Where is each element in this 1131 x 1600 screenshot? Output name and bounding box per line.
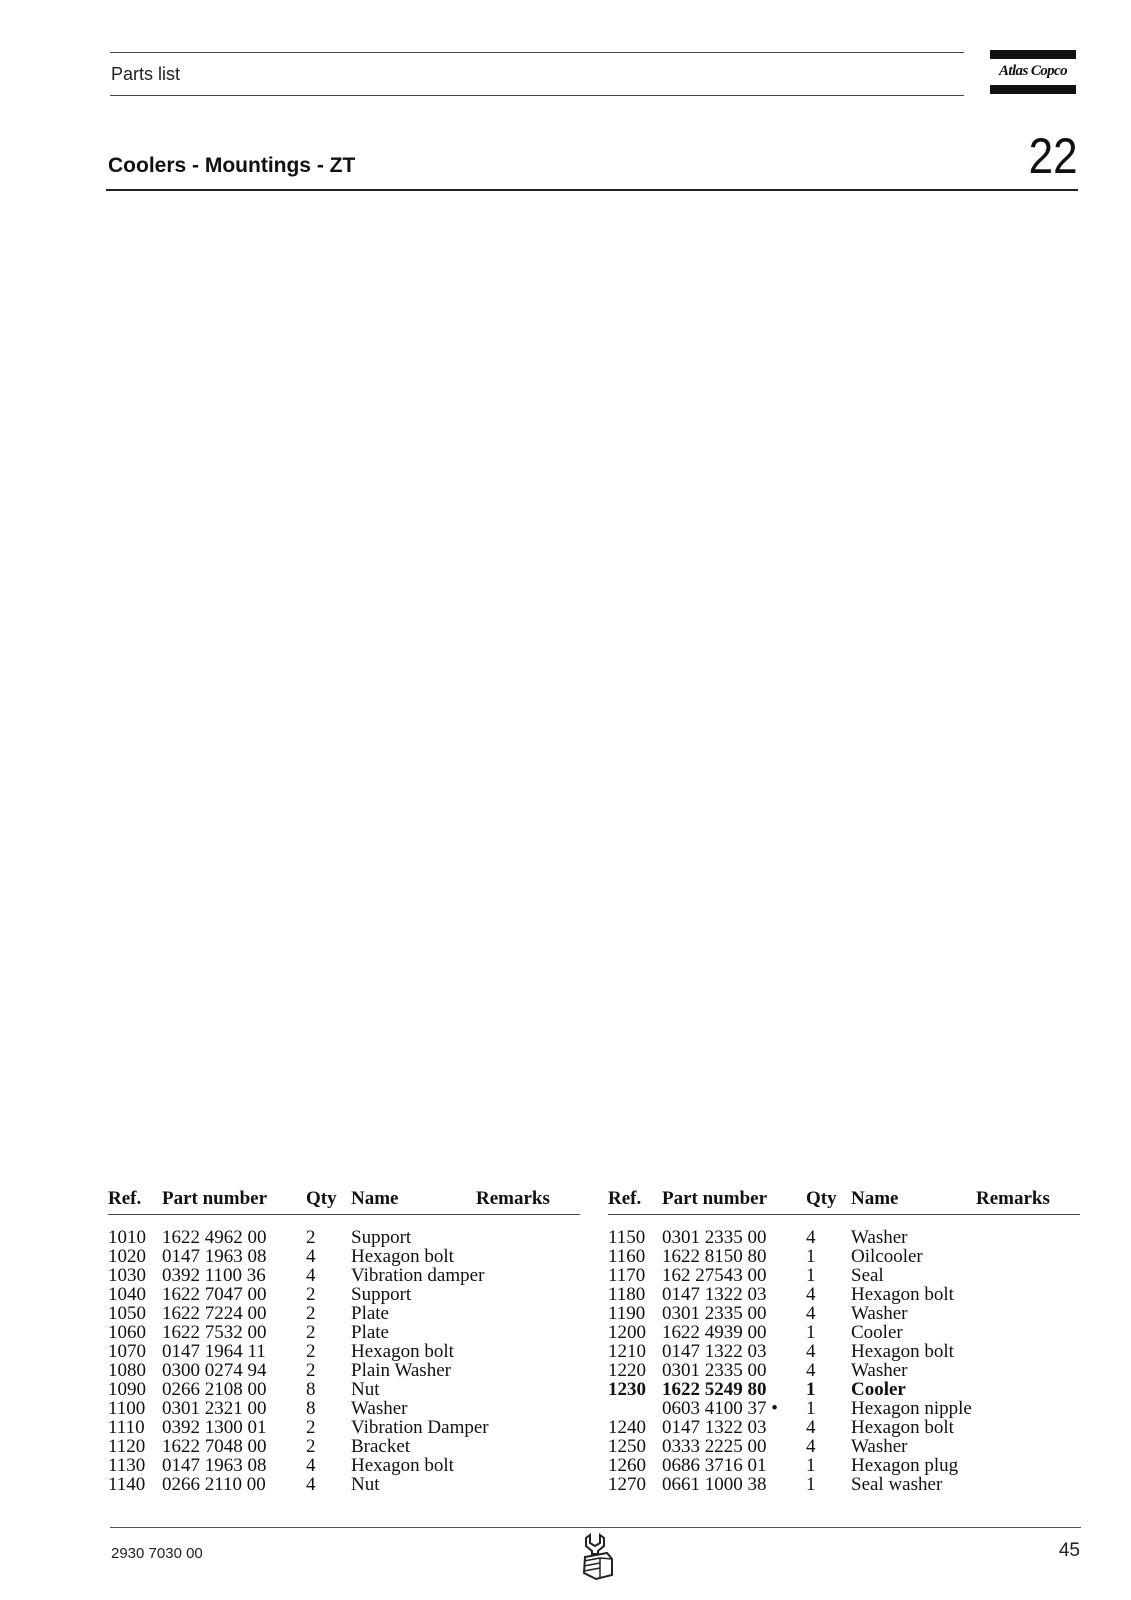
cell-name: Washer <box>851 1303 908 1324</box>
cell-part-number: 1622 4939 00 <box>662 1322 767 1343</box>
parts-table-left <box>108 1188 578 1495</box>
page-title: Coolers - Mountings - ZT <box>108 154 356 177</box>
cell-name: Washer <box>851 1436 908 1457</box>
cell-part-number: 0333 2225 00 <box>662 1436 767 1457</box>
table-row <box>608 1228 1078 1247</box>
cell-qty: 1 <box>806 1322 816 1343</box>
cell-ref: 1050 <box>108 1303 146 1324</box>
table-row <box>108 1342 578 1361</box>
header-remarks: Remarks <box>976 1188 1050 1209</box>
cell-part-number: 0147 1322 03 <box>662 1417 767 1438</box>
cell-qty: 1 <box>806 1265 816 1286</box>
cell-ref: 1030 <box>108 1265 146 1286</box>
cell-qty: 4 <box>806 1341 816 1362</box>
cell-part-number: 0661 1000 38 <box>662 1474 767 1495</box>
cell-part-number: 1622 5249 80 <box>662 1379 767 1400</box>
table-row <box>608 1304 1078 1323</box>
table-row <box>608 1456 1078 1475</box>
cell-qty: 2 <box>306 1284 316 1305</box>
header-remarks: Remarks <box>476 1188 550 1209</box>
cell-ref: 1180 <box>608 1284 646 1305</box>
cell-part-number: 1622 7224 00 <box>162 1303 267 1324</box>
cell-ref: 1220 <box>608 1360 646 1381</box>
cell-ref: 1230 <box>608 1379 646 1400</box>
table-row <box>108 1247 578 1266</box>
cell-qty: 2 <box>306 1360 316 1381</box>
cell-qty: 2 <box>306 1417 316 1438</box>
cell-name: Hexagon bolt <box>851 1284 954 1305</box>
cell-qty: 1 <box>806 1474 816 1495</box>
service-wrench-icon <box>578 1533 616 1581</box>
table-header-rule <box>608 1214 1080 1215</box>
cell-ref: 1080 <box>108 1360 146 1381</box>
cell-qty: 8 <box>306 1379 316 1400</box>
header-qty: Qty <box>806 1188 837 1209</box>
cell-name: Hexagon bolt <box>851 1417 954 1438</box>
table-header <box>108 1188 578 1212</box>
cell-qty: 4 <box>306 1474 316 1495</box>
table-body <box>608 1228 1078 1494</box>
cell-ref: 1150 <box>608 1227 646 1248</box>
table-header-rule <box>108 1214 580 1215</box>
cell-name: Hexagon bolt <box>351 1455 454 1476</box>
cell-name: Hexagon nipple <box>851 1398 972 1419</box>
cell-name: Support <box>351 1227 412 1248</box>
cell-name: Support <box>351 1284 412 1305</box>
cell-name: Seal <box>851 1265 884 1286</box>
table-row <box>608 1342 1078 1361</box>
cell-part-number: 0301 2335 00 <box>662 1303 767 1324</box>
cell-qty: 4 <box>306 1265 316 1286</box>
cell-ref: 1200 <box>608 1322 646 1343</box>
cell-ref: 1190 <box>608 1303 646 1324</box>
cell-name: Hexagon plug <box>851 1455 959 1476</box>
table-row <box>608 1437 1078 1456</box>
header-qty: Qty <box>306 1188 337 1209</box>
cell-part-number: 0266 2108 00 <box>162 1379 267 1400</box>
brand-logo-text: Atlas Copco <box>999 63 1067 79</box>
cell-ref: 1010 <box>108 1227 146 1248</box>
header-top-rule <box>110 52 964 53</box>
cell-part-number: 0686 3716 01 <box>662 1455 767 1476</box>
cell-ref: 1110 <box>108 1417 145 1438</box>
cell-name: Vibration Damper <box>351 1417 489 1438</box>
cell-ref: 1240 <box>608 1417 646 1438</box>
cell-ref: 1170 <box>608 1265 646 1286</box>
cell-name: Washer <box>351 1398 408 1419</box>
table-row <box>608 1418 1078 1437</box>
cell-ref: 1260 <box>608 1455 646 1476</box>
cell-part-number: 0147 1964 11 <box>162 1341 266 1362</box>
cell-name: Nut <box>351 1379 380 1400</box>
cell-part-number: 0301 2321 00 <box>162 1398 267 1419</box>
cell-qty: 4 <box>806 1284 816 1305</box>
cell-qty: 2 <box>306 1341 316 1362</box>
table-row <box>608 1323 1078 1342</box>
cell-qty: 2 <box>306 1303 316 1324</box>
header-bottom-rule <box>110 95 964 96</box>
header-name: Name <box>351 1188 399 1209</box>
cell-name: Nut <box>351 1474 380 1495</box>
footer-rule <box>110 1527 1081 1528</box>
table-row <box>108 1456 578 1475</box>
cell-qty: 1 <box>806 1398 816 1419</box>
cell-part-number: 0147 1963 08 <box>162 1246 267 1267</box>
cell-name: Plate <box>351 1303 389 1324</box>
cell-part-number: 0603 4100 37 • <box>662 1398 778 1419</box>
brand-logo <box>990 50 1076 94</box>
cell-ref: 1270 <box>608 1474 646 1495</box>
document-number: 2930 7030 00 <box>111 1545 203 1562</box>
table-row <box>108 1285 578 1304</box>
cell-name: Plate <box>351 1322 389 1343</box>
table-row <box>108 1418 578 1437</box>
cell-part-number: 0266 2110 00 <box>162 1474 266 1495</box>
table-body <box>108 1228 578 1494</box>
table-row <box>608 1399 1078 1418</box>
table-row <box>608 1361 1078 1380</box>
cell-qty: 2 <box>306 1436 316 1457</box>
cell-qty: 4 <box>306 1455 316 1476</box>
cell-qty: 4 <box>806 1227 816 1248</box>
cell-name: Washer <box>851 1360 908 1381</box>
cell-qty: 4 <box>806 1436 816 1457</box>
cell-name: Washer <box>851 1227 908 1248</box>
header-name: Name <box>851 1188 899 1209</box>
cell-part-number: 162 27543 00 <box>662 1265 767 1286</box>
table-row <box>108 1380 578 1399</box>
cell-name: Seal washer <box>851 1474 943 1495</box>
cell-qty: 1 <box>806 1379 816 1400</box>
cell-qty: 2 <box>306 1322 316 1343</box>
cell-part-number: 1622 4962 00 <box>162 1227 267 1248</box>
cell-ref: 1070 <box>108 1341 146 1362</box>
cell-ref: 1090 <box>108 1379 146 1400</box>
cell-ref: 1020 <box>108 1246 146 1267</box>
cell-qty: 4 <box>806 1360 816 1381</box>
cell-ref: 1210 <box>608 1341 646 1362</box>
cell-qty: 1 <box>806 1455 816 1476</box>
table-row <box>108 1475 578 1494</box>
table-row <box>608 1247 1078 1266</box>
table-row <box>108 1266 578 1285</box>
page-number: 45 <box>1058 1540 1080 1561</box>
cell-part-number: 0301 2335 00 <box>662 1360 767 1381</box>
table-header <box>608 1188 1078 1212</box>
cell-name: Cooler <box>851 1322 903 1343</box>
parts-table-right <box>608 1188 1078 1495</box>
cell-qty: 4 <box>806 1417 816 1438</box>
table-row <box>608 1285 1078 1304</box>
cell-part-number: 0392 1300 01 <box>162 1417 267 1438</box>
table-row <box>108 1437 578 1456</box>
cell-part-number: 0147 1322 03 <box>662 1284 767 1305</box>
table-row <box>608 1266 1078 1285</box>
cell-ref: 1130 <box>108 1455 146 1476</box>
cell-part-number: 0392 1100 36 <box>162 1265 266 1286</box>
table-row <box>108 1399 578 1418</box>
cell-part-number: 0147 1963 08 <box>162 1455 267 1476</box>
cell-ref: 1040 <box>108 1284 146 1305</box>
section-number: 22 <box>1029 128 1078 184</box>
title-rule <box>106 189 1078 191</box>
table-row <box>108 1228 578 1247</box>
cell-name: Oilcooler <box>851 1246 923 1267</box>
cell-name: Bracket <box>351 1436 411 1457</box>
cell-ref: 1060 <box>108 1322 146 1343</box>
header-ref: Ref. <box>608 1188 642 1209</box>
table-row <box>108 1361 578 1380</box>
cell-part-number: 1622 7532 00 <box>162 1322 267 1343</box>
cell-part-number: 0300 0274 94 <box>162 1360 267 1381</box>
cell-name: Cooler <box>851 1379 906 1400</box>
table-row <box>108 1304 578 1323</box>
cell-qty: 4 <box>806 1303 816 1324</box>
cell-ref: 1160 <box>608 1246 646 1267</box>
cell-name: Plain Washer <box>351 1360 451 1381</box>
cell-part-number: 0301 2335 00 <box>662 1227 767 1248</box>
header-ref: Ref. <box>108 1188 142 1209</box>
cell-part-number: 1622 7048 00 <box>162 1436 267 1457</box>
table-row <box>608 1380 1078 1399</box>
header-part-number: Part number <box>662 1188 768 1209</box>
cell-ref: 1120 <box>108 1436 146 1457</box>
cell-name: Hexagon bolt <box>351 1246 454 1267</box>
cell-name: Hexagon bolt <box>851 1341 954 1362</box>
cell-qty: 8 <box>306 1398 316 1419</box>
cell-part-number: 1622 7047 00 <box>162 1284 267 1305</box>
cell-ref: 1100 <box>108 1398 146 1419</box>
cell-name: Vibration damper <box>351 1265 485 1286</box>
header-label: Parts list <box>111 64 181 84</box>
cell-qty: 2 <box>306 1227 316 1248</box>
header-part-number: Part number <box>162 1188 268 1209</box>
cell-qty: 4 <box>306 1246 316 1267</box>
table-row <box>608 1475 1078 1494</box>
table-row <box>108 1323 578 1342</box>
cell-name: Hexagon bolt <box>351 1341 454 1362</box>
cell-qty: 1 <box>806 1246 816 1267</box>
cell-part-number: 1622 8150 80 <box>662 1246 767 1267</box>
cell-ref: 1140 <box>108 1474 146 1495</box>
cell-part-number: 0147 1322 03 <box>662 1341 767 1362</box>
cell-ref: 1250 <box>608 1436 646 1457</box>
